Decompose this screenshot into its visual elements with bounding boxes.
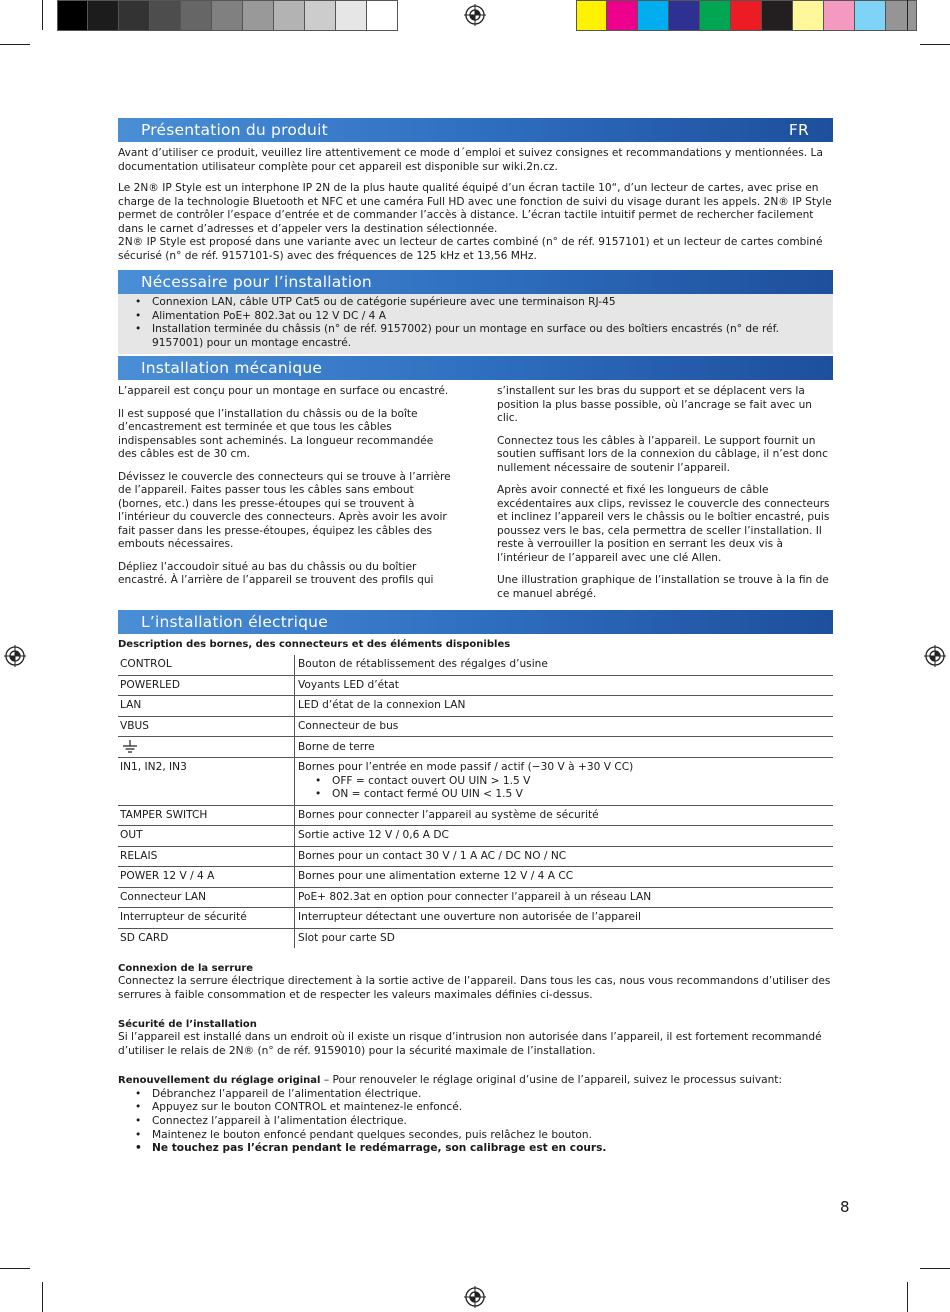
section-header-electrical xyxy=(118,610,833,634)
list-item: • ON = contact fermé OU UIN < 1.5 V xyxy=(298,788,831,802)
grayscale-color-bar xyxy=(57,0,398,31)
section-header-intro xyxy=(118,118,833,142)
color-swatch xyxy=(669,0,700,31)
crop-mark xyxy=(920,1268,950,1269)
registration-mark-icon xyxy=(4,645,26,667)
paragraph: s’installent sur les bras du support et se déplacent vers la position la plus basse possible, où l’ancrage se fait avec un clic. xyxy=(497,385,812,425)
color-swatch xyxy=(274,0,305,31)
color-swatch xyxy=(886,0,917,31)
list-item: • Appuyez sur le bouton CONTROL et maintenez-le enfoncé. xyxy=(118,1101,833,1115)
table-row xyxy=(118,737,833,758)
color-swatch xyxy=(824,0,855,31)
registration-mark-icon xyxy=(464,4,486,26)
terminal-description: Bornes pour un contact 30 V / 1 A AC / DC NO / NC xyxy=(295,846,834,867)
requirements-box xyxy=(118,294,833,354)
color-swatch xyxy=(731,0,762,31)
terminals-table xyxy=(118,655,833,948)
terminal-description: Interrupteur détectant une ouverture non autorisée de l’appareil xyxy=(295,908,834,929)
paragraph: Après avoir connecté et fixé les longueurs de câble excédentaires aux clips, revissez le couvercle des connecteurs et inclinez l’appareil vers le châssis ou le boîtier encastré, puis poussez vers le bas, cela permettra de sceller l’installation. Il reste à verrouiller la position en serrant les deux vis à l’intérieur de l’appareil avec une clé Allen. xyxy=(497,484,830,564)
paragraph: Dévissez le couvercle des connecteurs qui se trouve à l’arrière de l’appareil. Faites passer tous les câbles sans embout (bornes, etc.) dans les presse-étoupes qui se trouvent à l’intérieur du couvercle des connecteurs. Après avoir les avoir fait passer dans les presse-étoupes, équipez les câbles des embouts nécessaires. xyxy=(118,470,451,551)
color-swatch xyxy=(793,0,824,31)
terminal-name: TAMPER SWITCH xyxy=(118,805,295,826)
table-row xyxy=(118,908,833,929)
table-title: Description des bornes, des connecteurs et des éléments disponibles xyxy=(118,639,511,651)
crop-mark xyxy=(0,1268,30,1269)
paragraph: Connectez tous les câbles à l’appareil. Le support fournit un soutien suffisant lors de la connexion du câblage, il n’est donc nullement nécessaire de soutenir l’appareil. xyxy=(497,434,828,474)
table-row xyxy=(118,887,833,908)
color-swatch xyxy=(855,0,886,31)
color-swatch xyxy=(336,0,367,31)
terminal-description: Voyants LED d’état xyxy=(295,675,834,696)
list-item: • Installation terminée du châssis (n° de réf. 9157002) pour un montage en surface ou des boîtiers encastrés (n° de réf. 9157001) pour un montage encastré. xyxy=(118,323,833,350)
color-swatch xyxy=(576,0,607,31)
terminal-name: CONTROL xyxy=(118,655,295,675)
table-row xyxy=(118,867,833,888)
terminal-description xyxy=(295,758,834,806)
table-row xyxy=(118,696,833,717)
table-row xyxy=(118,655,833,675)
section-header-required xyxy=(118,270,833,294)
warning-list-item: • Ne touchez pas l’écran pendant le redémarrage, son calibrage est en cours. xyxy=(118,1142,833,1156)
subsection-title: Renouvellement du réglage original xyxy=(118,1075,321,1087)
table-row xyxy=(118,928,833,948)
terminal-name: POWERLED xyxy=(118,675,295,696)
intro-paragraph: Avant d’utiliser ce produit, veuillez lire attentivement ce mode d´emploi et suivez consignes et recommandations y mentionnées. La documentation utilisateur complète pour cet appareil est disponible sur wiki.2n.cz. xyxy=(118,147,823,173)
right-column xyxy=(497,385,833,610)
section-title: Installation mécanique xyxy=(141,359,323,378)
paragraph-text: – Pour renouveler le réglage original d’usine de l’appareil, suivez le processus suivant: xyxy=(320,1074,783,1087)
color-swatch xyxy=(181,0,212,31)
list-item: • Connectez l’appareil à l’alimentation électrique. xyxy=(118,1115,833,1129)
process-color-bar xyxy=(576,0,917,31)
terminal-name: OUT xyxy=(118,826,295,847)
terminal-name: SD CARD xyxy=(118,928,295,948)
terminal-description: Bouton de rétablissement des régalges d’usine xyxy=(295,655,834,675)
color-swatch xyxy=(638,0,669,31)
reset-paragraph xyxy=(118,1074,833,1088)
terminal-description: Sortie active 12 V / 0,6 A DC xyxy=(295,826,834,847)
terminal-description: Borne de terre xyxy=(295,737,834,758)
color-swatch xyxy=(57,0,88,31)
terminal-description: Bornes pour une alimentation externe 12 V / 4 A CC xyxy=(295,867,834,888)
color-swatch xyxy=(88,0,119,31)
registration-mark-icon xyxy=(924,645,946,667)
color-swatch xyxy=(367,0,398,31)
crop-mark xyxy=(42,0,43,30)
section-title: L’installation électrique xyxy=(141,613,328,632)
terminal-name: POWER 12 V / 4 A xyxy=(118,867,295,888)
table-row xyxy=(118,716,833,737)
terminal-name xyxy=(118,737,295,758)
table-row xyxy=(118,805,833,826)
terminal-name: Interrupteur de sécurité xyxy=(118,908,295,929)
table-row xyxy=(118,675,833,696)
registration-mark-icon xyxy=(464,1286,486,1308)
subsection-title: Connexion de la serrure xyxy=(118,963,254,975)
paragraph: Si l’appareil est installé dans un endroit où il existe un risque d’intrusion non autorisée dans l’appareil, il est fortement recommandé d’utiliser le relais de 2N® (n° de réf. 9159010) pour la sécurité maximale de l’installation. xyxy=(118,1031,822,1057)
table-row xyxy=(118,846,833,867)
color-swatch xyxy=(607,0,638,31)
terminal-name: Connecteur LAN xyxy=(118,887,295,908)
terminal-description: LED d’état de la connexion LAN xyxy=(295,696,834,717)
paragraph: Il est supposé que l’installation du châssis ou de la boîte d’encastrement est terminée et que tous les câbles indispensables sont acheminés. La longueur recommandée des câbles est de 30 cm. xyxy=(118,407,434,461)
color-swatch xyxy=(243,0,274,31)
ground-symbol-icon xyxy=(122,740,138,754)
list-item: • Débranchez l’appareil de l’alimentation électrique. xyxy=(118,1088,833,1102)
crop-mark xyxy=(0,44,30,45)
list-item: • Connexion LAN, câble UTP Cat5 ou de catégorie supérieure avec une terminaison RJ-45 xyxy=(118,296,833,310)
paragraph: L’appareil est conçu pour un montage en surface ou encastré. xyxy=(118,385,449,398)
crop-mark xyxy=(42,1282,43,1312)
terminal-name: IN1, IN2, IN3 xyxy=(118,758,295,806)
color-swatch xyxy=(762,0,793,31)
paragraph: Dépliez l’accoudoir situé au bas du châssis ou du boîtier encastré. À l’arrière de l’appareil se trouvent des profils qui xyxy=(118,560,434,587)
terminal-name: LAN xyxy=(118,696,295,717)
list-item: • Maintenez le bouton enfoncé pendant quelques secondes, puis relâchez le bouton. xyxy=(118,1129,833,1143)
crop-mark xyxy=(907,0,908,30)
color-swatch xyxy=(212,0,243,31)
document-body xyxy=(118,118,833,1156)
section-title: Nécessaire pour l’installation xyxy=(141,273,372,291)
crop-mark xyxy=(907,1282,908,1312)
terminal-name: VBUS xyxy=(118,716,295,737)
color-swatch xyxy=(119,0,150,31)
section-title: Présentation du produit xyxy=(141,121,328,139)
intro-paragraph: Le 2N® IP Style est un interphone IP 2N de la plus haute qualité équipé d’un écran tactile 10“, d’un lecteur de cartes, avec prise en charge de la technologie Bluetooth et NFC et une caméra Full HD avec une fonction de suivi du visage durant les appels. 2N® IP Style permet de contrôler l’espace d’entrée et de commander l’accès à distance. L’écran tactile intuitif permet de rechercher facilement dans le carnet d’adresses et d’appeler vers la destination sélectionnée. xyxy=(118,182,832,235)
terminal-description: PoE+ 802.3at en option pour connecter l’appareil à un réseau LAN xyxy=(295,887,834,908)
paragraph: Une illustration graphique de l’installation se trouve à la fin de ce manuel abrégé. xyxy=(497,574,829,600)
table-row xyxy=(118,758,833,806)
terminal-description: Slot pour carte SD xyxy=(298,931,395,944)
terminal-name: RELAIS xyxy=(118,846,295,867)
crop-mark xyxy=(920,44,950,45)
language-badge: FR xyxy=(788,121,809,139)
subsection-title: Sécurité de l’installation xyxy=(118,1019,257,1031)
terminal-description-text: Bornes pour l’entrée en mode passif / actif (−30 V à +30 V CC) xyxy=(298,761,634,774)
list-item: • OFF = contact ouvert OU UIN > 1.5 V xyxy=(298,775,831,789)
table-row xyxy=(118,826,833,847)
terminal-description: Bornes pour connecter l’appareil au système de sécurité xyxy=(295,805,834,826)
color-swatch xyxy=(150,0,181,31)
list-item: • Alimentation PoE+ 802.3at ou 12 V DC / 4 A xyxy=(118,310,833,324)
section-header-mechanical xyxy=(118,356,833,380)
intro-paragraph: 2N® IP Style est proposé dans une variante avec un lecteur de cartes combiné (n° de réf. 9157101) et un lecteur de cartes combiné sécurisé (n° de réf. 9157101-S) avec des fréquences de 125 kHz et 13,56 MHz. xyxy=(118,236,823,262)
page-number: 8 xyxy=(840,1198,850,1216)
terminal-description: Connecteur de bus xyxy=(295,716,834,737)
paragraph: Connectez la serrure électrique directement à la sortie active de l’appareil. Dans tous les cas, nous vous recommandons d’utiliser des serrures à faible consommation et de respecter les valeurs maximales définies ci-dessus. xyxy=(118,975,831,1001)
color-swatch xyxy=(305,0,336,31)
color-swatch xyxy=(700,0,731,31)
left-column xyxy=(118,385,454,610)
